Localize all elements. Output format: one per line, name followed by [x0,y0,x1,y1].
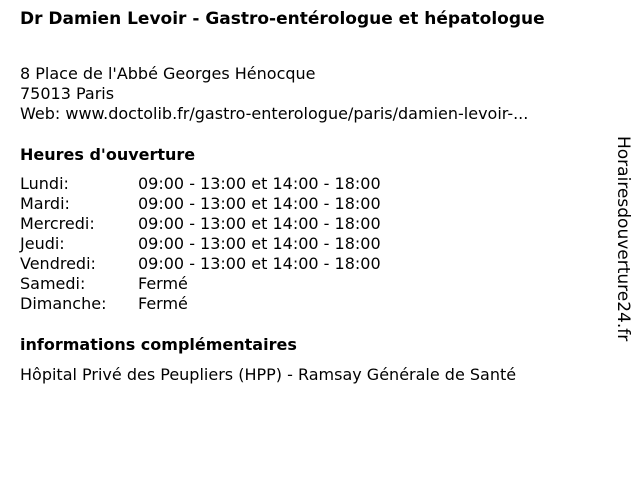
day-label: Dimanche: [20,294,107,313]
day-hours: Fermé [138,274,188,293]
day-label: Vendredi: [20,254,96,273]
day-label: Samedi: [20,274,86,293]
opening-hours-heading: Heures d'ouverture [20,145,196,164]
page-title: Dr Damien Levoir - Gastro-entérologue et hépatologue [20,9,545,29]
day-label: Jeudi: [20,234,65,253]
street-address: 8 Place de l'Abbé Georges Hénocque [20,64,316,83]
day-hours: 09:00 - 13:00 et 14:00 - 18:00 [138,194,381,213]
postal-city: 75013 Paris [20,84,115,103]
day-hours: Fermé [138,294,188,313]
day-label: Mercredi: [20,214,95,233]
day-hours: 09:00 - 13:00 et 14:00 - 18:00 [138,234,381,253]
address-block [20,64,528,124]
website-text: Web: www.doctolib.fr/gastro-enterologue/paris/damien-levoir-... [20,104,529,123]
day-hours: 09:00 - 13:00 et 14:00 - 18:00 [138,174,381,193]
day-label: Lundi: [20,174,69,193]
additional-info-heading: informations complémentaires [20,335,297,354]
day-hours: 09:00 - 13:00 et 14:00 - 18:00 [138,254,381,273]
day-hours: 09:00 - 13:00 et 14:00 - 18:00 [138,214,381,233]
day-label: Mardi: [20,194,70,213]
site-brand-vertical: Horairesdouverture24.fr [613,136,633,342]
additional-info-text: Hôpital Privé des Peupliers (HPP) - Ramsay Générale de Santé [20,365,517,384]
